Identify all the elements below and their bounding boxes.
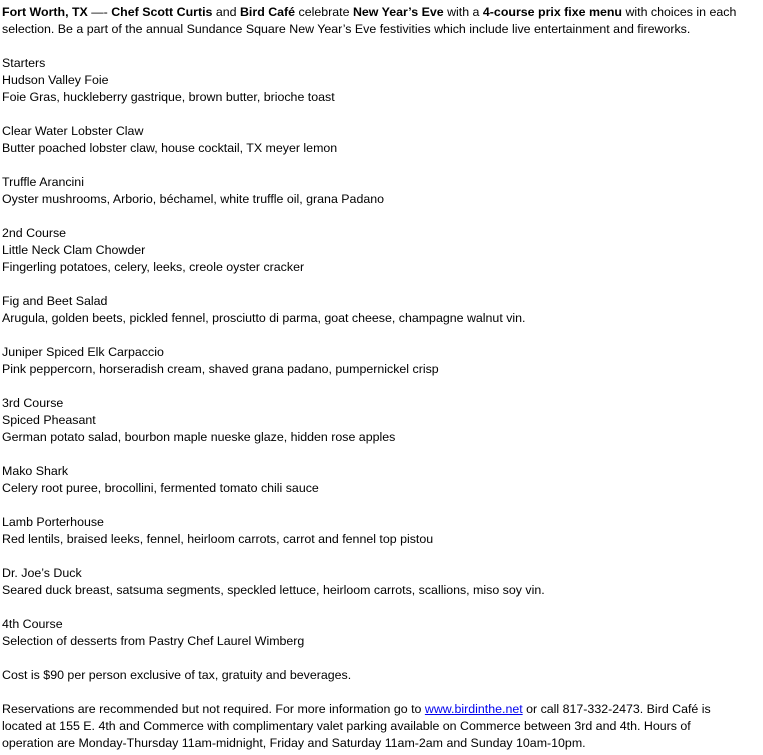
intro-with: with a [443, 5, 483, 19]
menu-item-name: Juniper Spiced Elk Carpaccio [2, 345, 164, 359]
menu-item-name: Dr. Joe’s Duck [2, 566, 82, 580]
menu-item-desc: Foie Gras, huckleberry gastrique, brown butter, brioche toast [2, 90, 335, 104]
menu-item-name: Little Neck Clam Chowder [2, 243, 146, 257]
starters-heading: Starters [2, 56, 46, 70]
intro-menu: 4-course prix fixe menu [482, 5, 623, 19]
menu-item-desc: Red lentils, braised leeks, fennel, heirloom carrots, carrot and fennel top pistou [2, 532, 434, 546]
menu-item-name: Truffle Arancini [2, 175, 84, 189]
fourth-course-heading: 4th Course [2, 617, 63, 631]
intro-location: Fort Worth, TX [2, 5, 88, 19]
footer-text-before-link: Reservations are recommended but not required. For more information go to [2, 702, 425, 716]
intro-rest: with choices in each [622, 5, 737, 19]
menu-item-desc: Celery root puree, brocollini, fermented tomato chili sauce [2, 481, 319, 495]
menu-item-name: Clear Water Lobster Claw [2, 124, 144, 138]
third-course-heading: 3rd Course [2, 396, 64, 410]
intro-line-2: selection. Be a part of the annual Sundance Square New Year’s Eve festivities which include live entertainment and fireworks. [2, 22, 691, 36]
footer-line-2: located at 155 E. 4th and Commerce with complimentary valet parking available on Commerce between 3rd and 4th. Hours of [2, 719, 691, 733]
second-course-heading: 2nd Course [2, 226, 67, 240]
menu-item-name: Hudson Valley Foie [2, 73, 109, 87]
menu-item-desc: German potato salad, bourbon maple nueske glaze, hidden rose apples [2, 430, 396, 444]
footer-line-3: operation are Monday-Thursday 11am-midnight, Friday and Saturday 11am-2am and Sunday 10am-10pm. [2, 736, 586, 750]
menu-item-desc: Pink peppercorn, horseradish cream, shaved grana padano, pumpernickel crisp [2, 362, 439, 376]
intro-line-1 [2, 4, 760, 21]
menu-item-name: Lamb Porterhouse [2, 515, 104, 529]
menu-item-desc: Butter poached lobster claw, house cocktail, TX meyer lemon [2, 141, 338, 155]
menu-item-desc: Seared duck breast, satsuma segments, speckled lettuce, heirloom carrots, scallions, miso soy vin. [2, 583, 545, 597]
footer-line-1 [2, 701, 760, 718]
intro-celebrate: celebrate [295, 5, 353, 19]
intro-and: and [212, 5, 240, 19]
menu-item-name: Fig and Beet Salad [2, 294, 108, 308]
cost-line: Cost is $90 per person exclusive of tax, gratuity and beverages. [2, 668, 352, 682]
website-link[interactable]: www.birdinthe.net [424, 702, 523, 716]
press-release [2, 4, 760, 752]
menu-item-desc: Selection of desserts from Pastry Chef Laurel Wimberg [2, 634, 305, 648]
intro-event: New Year’s Eve [352, 5, 444, 19]
menu-item-desc: Fingerling potatoes, celery, leeks, creole oyster cracker [2, 260, 305, 274]
intro-dash: —- [87, 5, 112, 19]
menu-item-name: Spiced Pheasant [2, 413, 96, 427]
menu-item-desc: Oyster mushrooms, Arborio, béchamel, white truffle oil, grana Padano [2, 192, 385, 206]
intro-restaurant: Bird Café [239, 5, 296, 19]
menu-item-desc: Arugula, golden beets, pickled fennel, prosciutto di parma, goat cheese, champagne walnut vin. [2, 311, 526, 325]
menu-item-name: Mako Shark [2, 464, 69, 478]
intro-chef: Chef Scott Curtis [111, 5, 213, 19]
footer-text-after-link: or call 817-332-2473. Bird Café is [522, 702, 711, 716]
